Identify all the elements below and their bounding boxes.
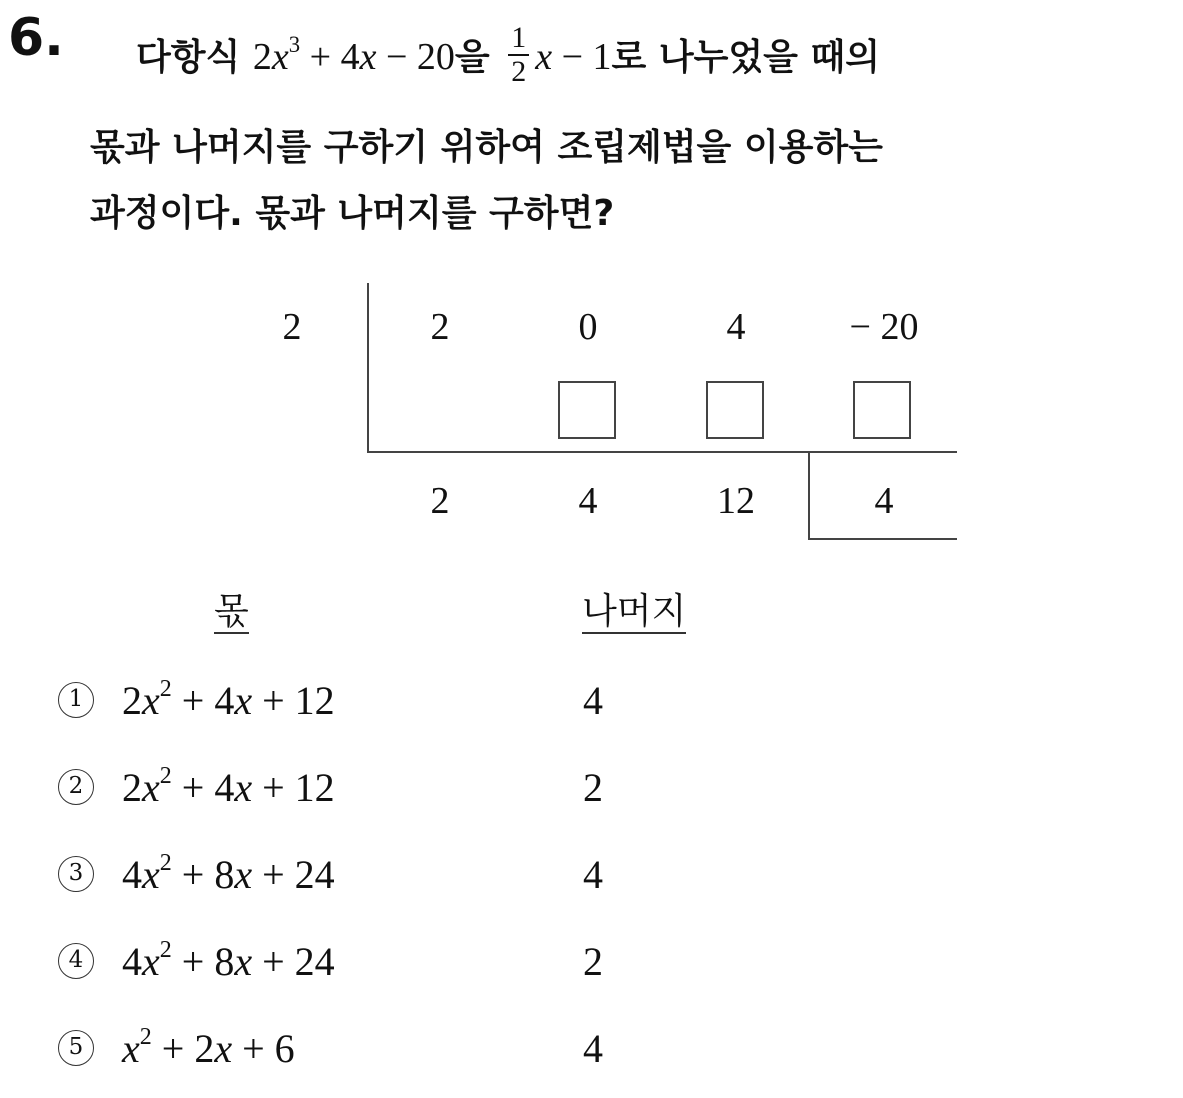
option-quotient: $4x^2 + 8x + 24$ bbox=[122, 937, 335, 984]
blank-box bbox=[853, 381, 911, 439]
quotient-header: 몫 bbox=[214, 591, 249, 632]
question-prefix: 다항식 bbox=[136, 37, 241, 79]
question-line-1 bbox=[136, 21, 881, 93]
option-quotient: $x^2 + 2x + 6$ bbox=[122, 1024, 295, 1071]
option-quotient: $2x^2 + 4x + 12$ bbox=[122, 676, 335, 723]
divisor-expression: $\frac{1}{2}$ x − 1 bbox=[502, 36, 611, 78]
option-marker[interactable]: 4 bbox=[58, 943, 94, 979]
option-marker[interactable]: 5 bbox=[58, 1030, 94, 1066]
remainder-header: 나머지 bbox=[582, 591, 687, 632]
option-remainder: 4 bbox=[583, 1026, 603, 1071]
remainder-value: 4 bbox=[874, 480, 894, 522]
divisor-fraction: $\frac{1}{2}$ bbox=[508, 22, 529, 87]
remainder-vertical-line bbox=[808, 451, 810, 540]
question-mid: 을 bbox=[454, 37, 490, 79]
division-vertical-line bbox=[367, 283, 369, 453]
option-remainder: 2 bbox=[583, 939, 603, 984]
division-horizontal-line bbox=[367, 451, 957, 453]
synthetic-divisor: 2 bbox=[282, 306, 302, 348]
option-quotient: $2x^2 + 4x + 12$ bbox=[122, 763, 335, 810]
bottom-row-value: 2 bbox=[430, 480, 450, 522]
top-row-value: 2 bbox=[430, 306, 450, 348]
top-row-value: 0 bbox=[578, 306, 598, 348]
question-number: 6. bbox=[8, 8, 64, 68]
option-remainder: 4 bbox=[583, 678, 603, 723]
dividend-expression: $2x^3 + 4x - 20$ bbox=[252, 32, 455, 79]
blank-box bbox=[558, 381, 616, 439]
remainder-horizontal-line bbox=[808, 538, 957, 540]
option-marker[interactable]: 2 bbox=[58, 769, 94, 805]
bottom-row-value: 12 bbox=[717, 480, 755, 522]
top-row-value: 4 bbox=[726, 306, 746, 348]
option-remainder: 4 bbox=[583, 852, 603, 897]
question-line-2: 몫과 나머지를 구하기 위하여 조립제법을 이용하는 bbox=[90, 127, 883, 168]
question-suffix: 로 나누었을 때의 bbox=[611, 37, 881, 79]
option-remainder: 2 bbox=[583, 765, 603, 810]
bottom-row-value: 4 bbox=[578, 480, 598, 522]
option-marker[interactable]: 1 bbox=[58, 682, 94, 718]
option-marker[interactable]: 3 bbox=[58, 856, 94, 892]
option-quotient: $4x^2 + 8x + 24$ bbox=[122, 850, 335, 897]
top-row-value: − 20 bbox=[849, 306, 919, 348]
question-line-3: 과정이다. 몫과 나머지를 구하면? bbox=[90, 193, 615, 234]
blank-box bbox=[706, 381, 764, 439]
